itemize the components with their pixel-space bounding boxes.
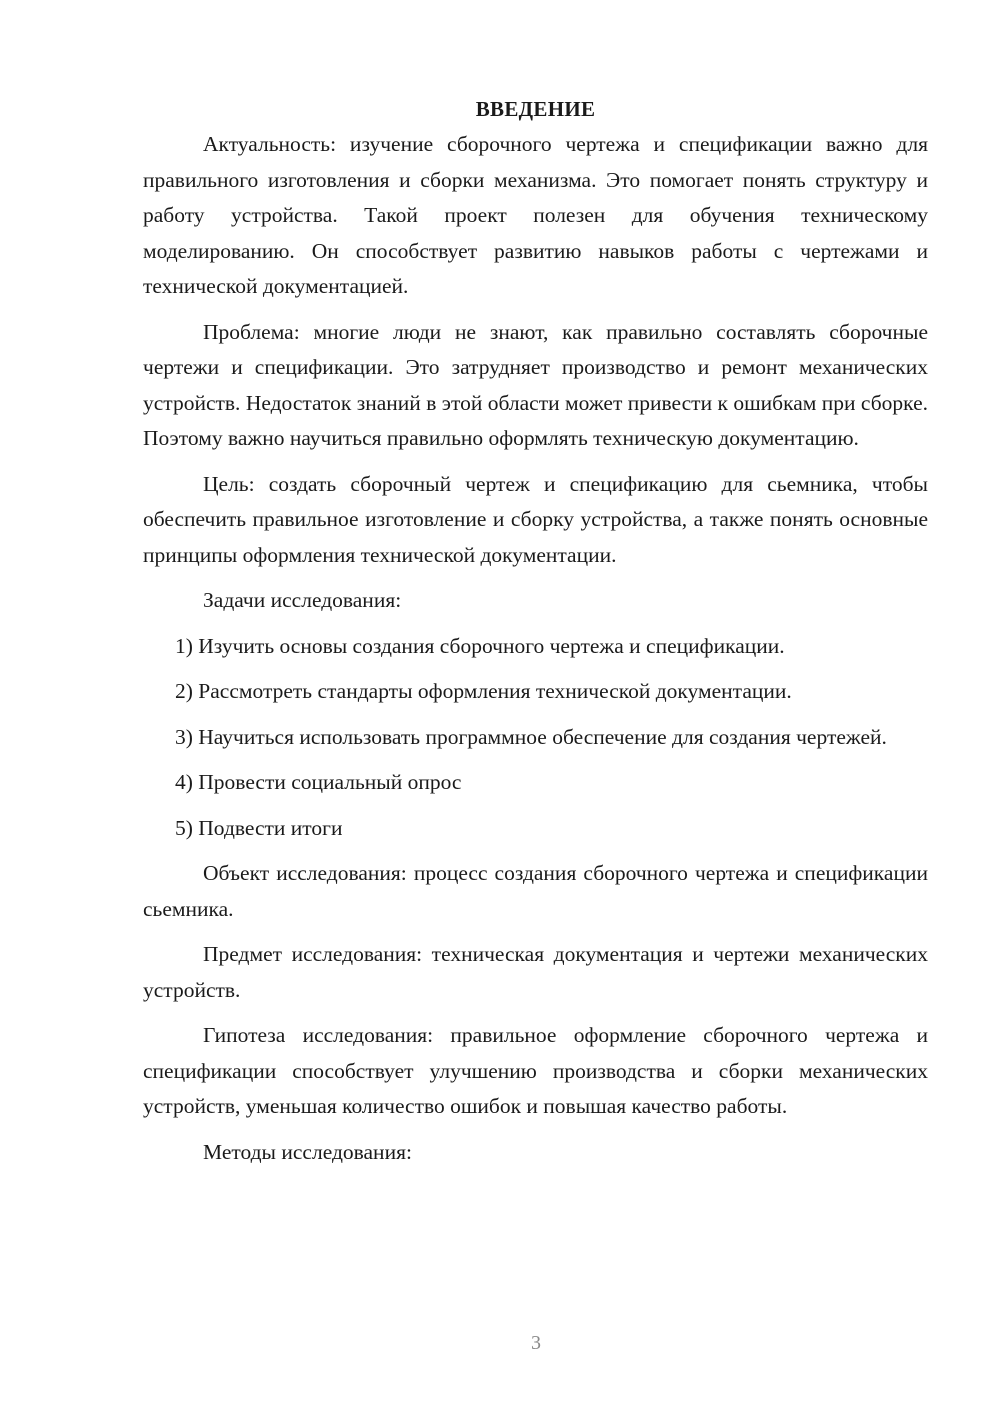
paragraph-object: Объект исследования: процесс создания сборочного чертежа и спецификации сьемника. [143,861,928,921]
page-number: 3 [531,1332,541,1354]
document-page [143,92,928,1180]
paragraph-hypothesis: Гипотеза исследования: правильное оформление сборочного чертежа и спецификации способствует улучшению производства и сборки механических устройств, уменьшая количество ошибок и повышая качество работы. [143,1023,928,1118]
task-item: 3) Научиться использовать программное обеспечение для создания чертежей. [175,724,887,749]
paragraph-subject: Предмет исследования: техническая документация и чертежи механических устройств. [143,942,928,1002]
paragraph-relevance: Актуальность: изучение сборочного чертежа и спецификации важно для правильного изготовления и сборки механизма. Это помогает понять структуру и работу устройства. Такой проект полезен для обучения техническому моделированию. Он способствует развитию навыков работы с чертежами и технической документацией. [143,132,928,298]
paragraph-methods-heading: Методы исследования: [203,1139,412,1164]
task-item: 5) Подвести итоги [175,815,343,840]
section-title: ВВЕДЕНИЕ [475,97,596,121]
paragraph-goal: Цель: создать сборочный чертеж и спецификацию для сьемника, чтобы обеспечить правильное изготовление и сборку устройства, а также понять основные принципы оформления технической документации. [143,471,928,567]
task-item: 1) Изучить основы создания сборочного чертежа и спецификации. [175,633,785,658]
task-item: 2) Рассмотреть стандарты оформления технической документации. [175,679,792,703]
task-item: 4) Провести социальный опрос [175,770,462,794]
paragraph-tasks-heading: Задачи исследования: [203,588,402,612]
paragraph-problem: Проблема: многие люди не знают, как правильно составлять сборочные чертежи и спецификации. Это затрудняет производство и ремонт механических устройств. Недостаток знаний в этой области может привести к ошибкам при сборке. Поэтому важно научиться правильно оформлять техническую документацию. [143,319,928,450]
